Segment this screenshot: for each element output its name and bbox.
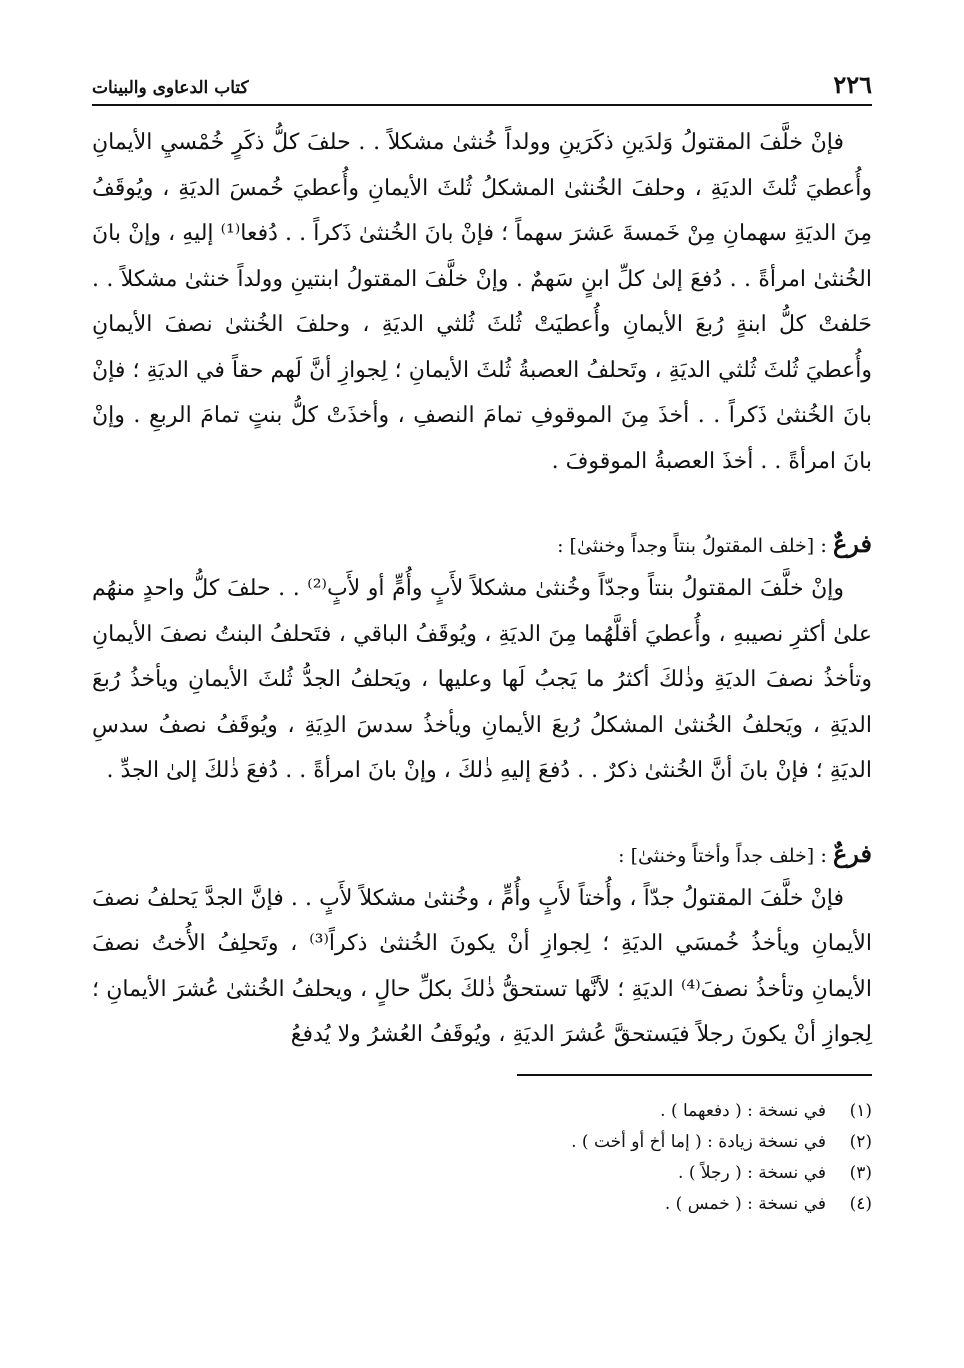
branch-label: فرعٌ — [832, 529, 872, 558]
footnote-text: في نسخة : ( دفعهما ) . — [660, 1100, 826, 1121]
footnote — [92, 1158, 872, 1189]
branch-heading — [92, 834, 872, 876]
page-number: ٢٢٦ — [833, 70, 872, 99]
main-text — [92, 120, 872, 1058]
footnote-text: في نسخة زيادة : ( إما أخ أو أخت ) . — [571, 1131, 826, 1152]
footnote-text: في نسخة : ( خمس ) . — [664, 1193, 826, 1214]
paragraph: وإنْ خلَّفَ المقتولُ بنتاً وجدّاً وخُنثىٰ مشكلاً لأَبٍ وأُمٍّ أو لأَبٍ⁽²⁾ . . حلفَ كلُّ واحدٍ منهُم علىٰ أكثرِ نصيبهِ ، وأُعطيَ أقلَّهُما مِنَ الديَةِ ، ويُوقَفُ الباقي ، فتَحلفُ البنتُ نصفَ الأيمانِ وتأخذُ نصفَ الديَةِ وذٰلكَ أكثرُ ما يَجبُ لَها وعليها ، ويَحلفُ الجدُّ ثُلثَ الأيمانِ ويأخذُ رُبعَ الديَةِ ، ويَحلفُ الخُنثىٰ المشكلُ رُبعَ الأيمانِ ويأخذُ سدسَ الدِيَةِ ، ويُوقَفُ نصفُ سدسِ الديَةِ ؛ فإنْ بانَ أنَّ الخُنثىٰ ذكرٌ . . دُفعَ إليهِ ذٰلكَ ، وإنْ بانَ امرأةً . . دُفعَ ذٰلكَ إلىٰ الجدِّ . — [92, 576, 872, 783]
branch-label: فرعٌ — [832, 838, 872, 868]
footnote-number: (٣) — [849, 1162, 872, 1183]
footnote — [92, 1127, 872, 1158]
footnote-number: (٢) — [849, 1131, 872, 1152]
branch-separator: : — [820, 533, 827, 557]
footnotes — [92, 1096, 872, 1220]
book-title: كتاب الدعاوى والبينات — [92, 78, 249, 98]
footnote-number: (١) — [849, 1100, 872, 1121]
footnote-text: في نسخة : ( رجلاً ) . — [678, 1162, 826, 1183]
footnote — [92, 1189, 872, 1220]
branch-title: [خلف المقتولُ بنتاً وجداً وخنثىٰ] : — [557, 535, 815, 557]
branch-title: [خلف جداً وأختاً وخنثىٰ] : — [618, 844, 815, 867]
footnote-divider — [517, 1074, 872, 1076]
running-header — [92, 70, 872, 106]
book-page — [92, 70, 872, 1220]
footnote-number: (٤) — [849, 1193, 872, 1214]
branch-separator: : — [820, 842, 827, 867]
footnote — [92, 1096, 872, 1127]
paragraph: فإنْ خلَّفَ المقتولُ وَلدَينِ ذكَرَينِ وولداً خُنثىٰ مشكلاً . . حلفَ كلُّ ذكَرٍ خُمْسيِ الأيمانِ وأُعطيَ ثُلثَ الديَةِ ، وحلفَ الخُنثىٰ المشكلُ ثُلثَ الأيمانِ وأُعطيَ خُمسَ الديَةِ ، ويُوقَفُ مِنَ الديَةِ سهمانِ مِنْ خَمسةَ عَشرَ سهماً ؛ فإنْ بانَ الخُنثىٰ ذَكراً . . دُفعا⁽¹⁾ إليهِ ، وإنْ بانَ الخُنثىٰ امرأةً . . دُفعَ إلىٰ كلِّ ابنٍ سَهمٌ . وإنْ خلَّفَ المقتولُ ابنتينِ وولداً خنثىٰ مشكلاً . . حَلفتْ كلُّ ابنةٍ رُبعَ الأيمانِ وأُعطيَتْ ثُلثَ ثُلثي الديَةِ ، وحلفَ الخُنثىٰ نصفَ الأيمانِ وأُعطيَ ثُلثَ ثُلثي الديَةِ ، وتَحلفُ العصبةُ ثُلثَ الأيمانِ ؛ لِجوازِ أنَّ لَهم حقاً في الديَةِ ؛ فإنْ بانَ الخُنثىٰ ذَكراً . . أخذَ مِنَ الموقوفِ تمامَ النصفِ ، وأخذَتْ كلُّ بنتٍ تمامَ الربعِ . وإنْ بانَ امرأةً . . أخذَ العصبةُ الموقوفَ . — [92, 130, 873, 474]
paragraph: فإنْ خلَّفَ المقتولُ جدّاً ، وأُختاً لأَبٍ وأُمٍّ ، وخُنثىٰ مشكلاً لأَبٍ . . فإنَّ الجدَّ يَحلفُ نصفَ الأيمانِ ويأخذُ خُمسَي الديَةِ ؛ لِجوازِ أنْ يكونَ الخُنثىٰ ذكراً⁽³⁾ ، وتَحلِفُ الأُختُ نصفَ الأيمانِ وتأخذُ نصفَ⁽⁴⁾ الديَةِ ؛ لأنَّها تستحقُّ ذٰلكَ بكلِّ حالٍ ، ويحلفُ الخُنثىٰ عُشرَ الأيمانِ ؛ لِجوازِ أنْ يكونَ رجلاً فيَستحقَّ عُشرَ الديَةِ ، ويُوقَفُ العُشرُ ولا يُدفعُ — [92, 885, 872, 1047]
branch-heading — [92, 524, 872, 566]
